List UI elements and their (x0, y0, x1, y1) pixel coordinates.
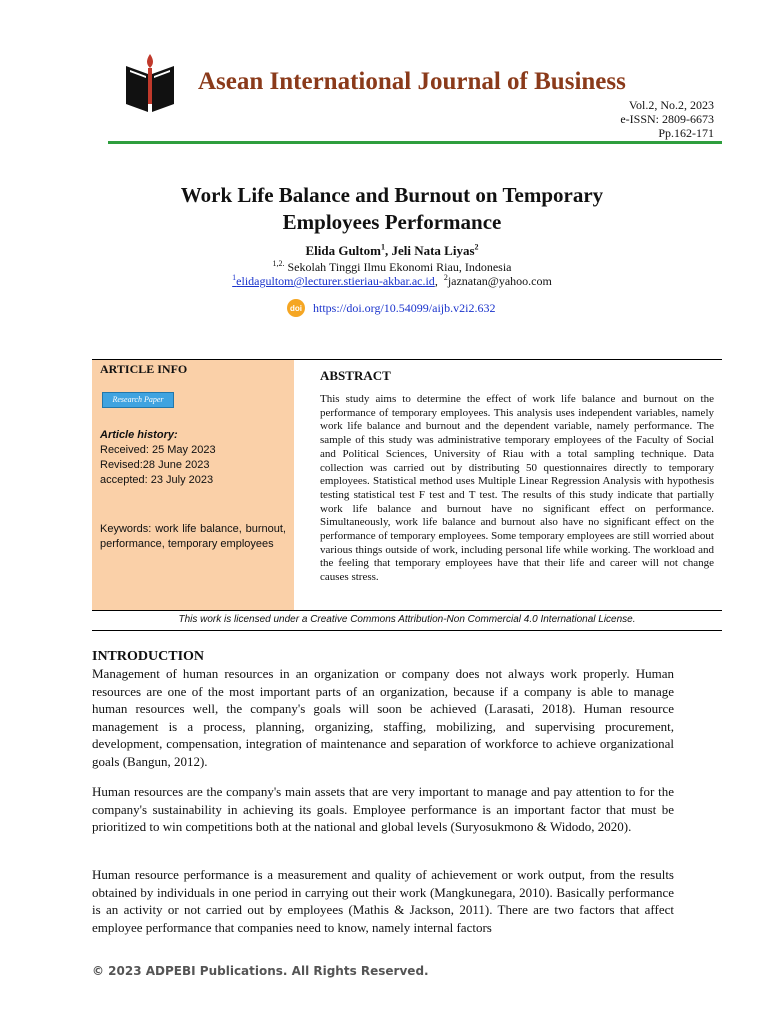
info-box-mid-rule (92, 610, 722, 611)
copyright-footer: © 2023 ADPEBI Publications. All Rights Reserved. (92, 964, 429, 978)
affil-sup: 1,2. (272, 259, 285, 268)
abstract-heading: ABSTRACT (320, 368, 391, 383)
author-name: Jeli Nata Liyas (391, 243, 475, 258)
pages-info: Pp.162-171 (658, 126, 714, 140)
intro-paragraph-1: Management of human resources in an organization or company does not always work properly. Human resources are one of the most important parts of an organization, because if a company is able to manage human resources well, the company's goals will soon be achieved (Larasati, 2018). Human resource management is a process, planning, organizing, staffing, mobilizing, and supervising procurement, development, compensation, integration of maintenance and separation of workforce to achieve organizational goals (Bangun, 2012). (92, 666, 674, 769)
history-heading: Article history: (100, 429, 178, 441)
research-paper-badge: Research Paper (102, 392, 174, 408)
received-date: Received: 25 May 2023 (100, 444, 216, 456)
journal-logo-icon (122, 50, 178, 116)
email-text: elidagultom@lecturer.stieriau-akbar.ac.id (236, 274, 435, 288)
doi-icon: doi (287, 299, 305, 317)
keywords: Keywords: work life balance, burnout, performance, temporary employees (100, 523, 286, 550)
author-list: Elida Gultom$^1$, Jeli Nata Liyas$^2$ (305, 242, 479, 258)
journal-title: Asean International Journal of Business (198, 68, 626, 95)
introduction-heading: INTRODUCTION (92, 649, 205, 664)
email-link-1[interactable] (232, 274, 435, 288)
email-sup: 1 (232, 273, 237, 282)
abstract-text: This study aims to determine the effect of work life balance and burnout on the performance of temporary employees. This analysis uses independent variables, namely work life balance and burnout and the dependent variable, namely performance. The sample of this study was administrative temporary employees of the Faculty of Social and Political Sciences, University of Riau with a total sampling technique. Data collection was carried out by distributing 50 questionnaires directly to temporary employees. Statistical method uses Multiple Linear Regression Analysis with hypothesis testing statistical test F test and T test. The results of this study indicate that partially work life balance and burnout have no significant effect on performance. Simultaneously, work life balance and burnout also have no significant effect on the performance of temporary employees. Some temporary employees are still worried about various things outside of work, including personal life while working. The workload and the feeling that temporary employees have that their life and career will not change causes stress. (320, 393, 714, 584)
license-notice: This work is licensed under a Creative Commons Attribution-Non Commercial 4.0 International License. (178, 614, 636, 625)
intro-paragraph-3: Human resource performance is a measurement and quality of achievement or work output, from the results obtained by individuals in one period in carrying out their work (Mangkunegara, 2010). Basically performance is an activity or not carried out by employees (Mathis & Jackson, 2011). There are two factors that affect employee performance that companies need to know, namely internal factors (92, 867, 674, 935)
title-line-2: Employees Performance (282, 210, 502, 234)
affiliation (92, 260, 692, 275)
accepted-date: accepted: 23 July 2023 (100, 474, 214, 486)
header-divider (108, 141, 722, 144)
revised-date: Revised:28 June 2023 (100, 459, 210, 471)
article-info-panel (92, 360, 294, 610)
article-info-heading: ARTICLE INFO (100, 362, 188, 376)
paper-title (92, 182, 692, 236)
volume-info: Vol.2, No.2, 2023 (628, 98, 714, 112)
email-sup: 2 (443, 273, 448, 282)
email-text-2[interactable]: jaznatan@yahoo.com (447, 274, 552, 288)
intro-paragraph-2: Human resources are the company's main assets that are very important to manage and pay attention to for the company's sustainability in achieving its goals. Employee performance is an important factor that must be prioritized to win competitions both at the national and global levels (Suryosukmono & Widodo, 2020). (92, 784, 674, 834)
article-history (100, 428, 216, 488)
author-name: Elida Gultom (305, 243, 381, 258)
issn-info: e-ISSN: 2809-6673 (620, 112, 714, 126)
author-sup: 1 (380, 242, 385, 252)
title-line-1: Work Life Balance and Burnout on Temporary (180, 183, 604, 207)
info-box-bottom-rule (92, 630, 722, 631)
doi-link[interactable]: https://doi.org/10.54099/aijb.v2i2.632 (313, 300, 496, 315)
affiliation-text: Sekolah Tinggi Ilmu Ekonomi Riau, Indonesia (287, 260, 512, 274)
author-emails: $^1$elidagultom@lecturer.stieriau-akbar.ac.id, $^2$jaznatan@yahoo.com (232, 273, 552, 288)
issue-meta (620, 98, 714, 140)
doi-row (287, 299, 495, 317)
author-sup: 2 (474, 242, 479, 252)
